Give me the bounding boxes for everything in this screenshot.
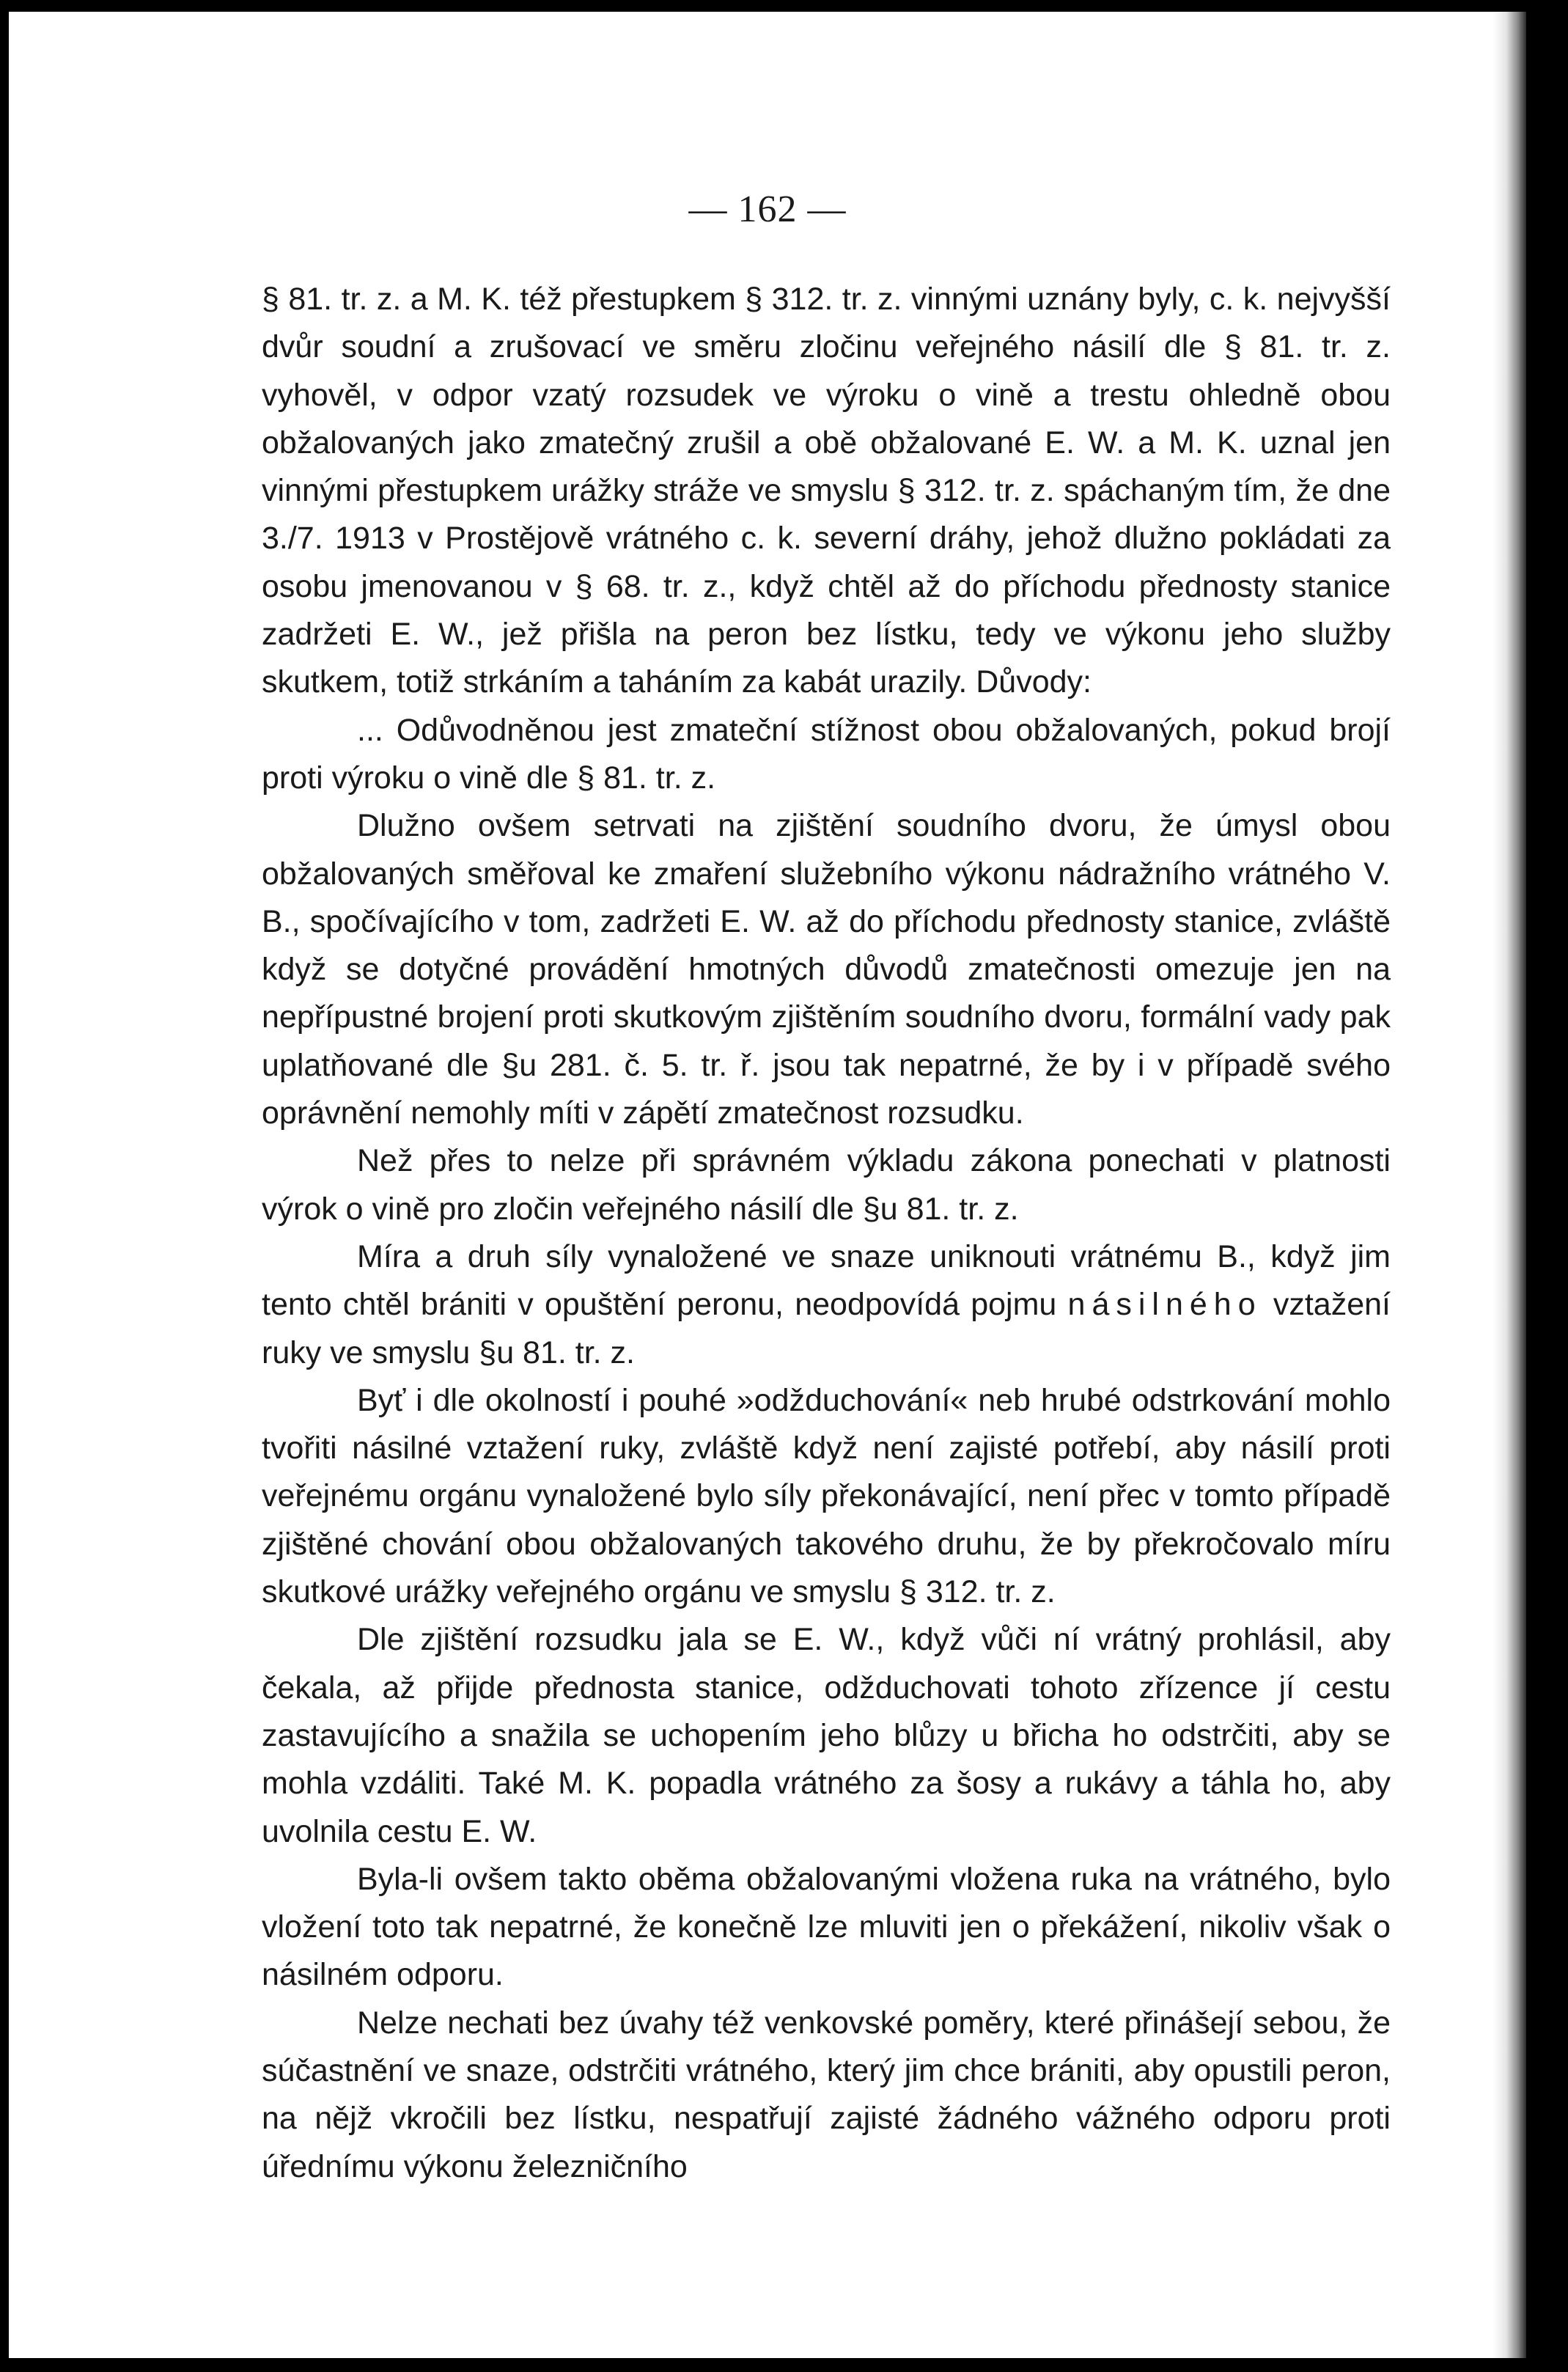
body-text — [262, 276, 1391, 2191]
paragraph-1: § 81. tr. z. a M. K. též přestupkem § 312. tr. z. vinnými uznány byly, c. k. nejvyšší dvůr soudní a zrušovací ve směru zločinu veřejného násilí dle § 81. tr. z. vyhověl, v odpor vzatý rozsudek ve výroku o vině a trestu ohledně obou obžalovaných jako zmatečný zrušil a obě obžalované E. W. a M. K. uznal jen vinnými přestupkem urážky stráže ve smyslu § 312. tr. z. spáchaným tím, že dne 3./7. 1913 v Prostějově vrátného c. k. severní dráhy, jehož dlužno pokládati za osobu jmenovanou v § 68. tr. z., když chtěl až do příchodu přednosty stanice zadržeti E. W., jež přišla na peron bez lístku, tedy ve výkonu jeho služby skutkem, totiž strkáním a taháním za kabát urazily. Důvody: — [262, 282, 1391, 700]
paragraph-6: Byť i dle okolností i pouhé »odžduchování« neb hrubé odstrkování mohlo tvořiti násilné vztažení ruky, zvláště když není zajisté potřebí, aby násilí proti veřejnému orgánu vynaložené bylo síly překonávající, není přec v tomto případě zjištěné chování obou obžalovaných takového druhu, že by překročovalo míru skutkové urážky veřejného orgánu ve smyslu § 312. tr. z. — [262, 1382, 1391, 1610]
paragraph-5-text-before: Míra a druh síly vynaložené ve snaze uniknouti vrátnému B., když jim tento chtěl brániti v opuštění peronu, neodpovídá pojmu — [262, 1238, 1391, 1323]
page-edge-shadow — [1492, 12, 1526, 2358]
paragraph-2: ... Odůvodněnou jest zmateční stížnost obou obžalovaných, pokud brojí proti výroku o vině dle § 81. tr. z. — [262, 712, 1391, 796]
emphasized-word: násilného — [1067, 1287, 1262, 1323]
paragraph-8: Byla-li ovšem takto oběma obžalovanými vložena ruka na vrátného, bylo vložení toto tak nepatrné, že konečně lze mluviti jen o překážení, nikoliv však o násilném odporu. — [262, 1861, 1391, 1993]
paragraph-9: Nelze nechati bez úvahy též venkovské poměry, které přinášejí sebou, že súčastnění ve snaze, odstrčiti vrátného, který jim chce brániti, aby opustili peron, na nějž vkročili bez lístku, nespatřují zajisté žádného vážného odporu proti úřednímu výkonu železničního — [262, 2005, 1391, 2184]
book-page — [9, 12, 1526, 2358]
paragraph-3: Dlužno ovšem setrvati na zjištění soudního dvoru, že úmysl obou obžalovaných směřoval ke zmaření služebního výkonu nádražního vrátného V. B., spočívajícího v tom, zadržeti E. W. až do příchodu přednosty stanice, zvláště když se dotyčné provádění hmotných důvodů zmatečnosti omezuje jen na nepřípustné brojení proti skutkovým zjištěním soudního dvoru, formální vady pak uplatňované dle §u 281. č. 5. tr. ř. jsou tak nepatrné, že by i v případě svého oprávnění nemohly míti v zápětí zmatečnost rozsudku. — [262, 808, 1391, 1131]
page-number: — 162 — — [688, 188, 847, 230]
paragraph-5-text-after: vztažení ruky ve smyslu §u 81. tr. z. — [262, 1287, 1391, 1370]
paragraph-4: Než přes to nelze při správném výkladu zákona ponechati v platnosti výrok o vině pro zločin veřejného násilí dle §u 81. tr. z. — [262, 1143, 1391, 1227]
paragraph-5 — [262, 1233, 1391, 1377]
paragraph-7: Dle zjištění rozsudku jala se E. W., když vůči ní vrátný prohlásil, aby čekala, až přijde přednosta stanice, odžduchovati tohoto zřízence jí cestu zastavujícího a snažila se uchopením jeho blůzy u břicha ho odstrčiti, aby se mohla vzdáliti. Také M. K. popadla vrátného za šosy a rukávy a táhla ho, aby uvolnila cestu E. W. — [262, 1622, 1391, 1849]
